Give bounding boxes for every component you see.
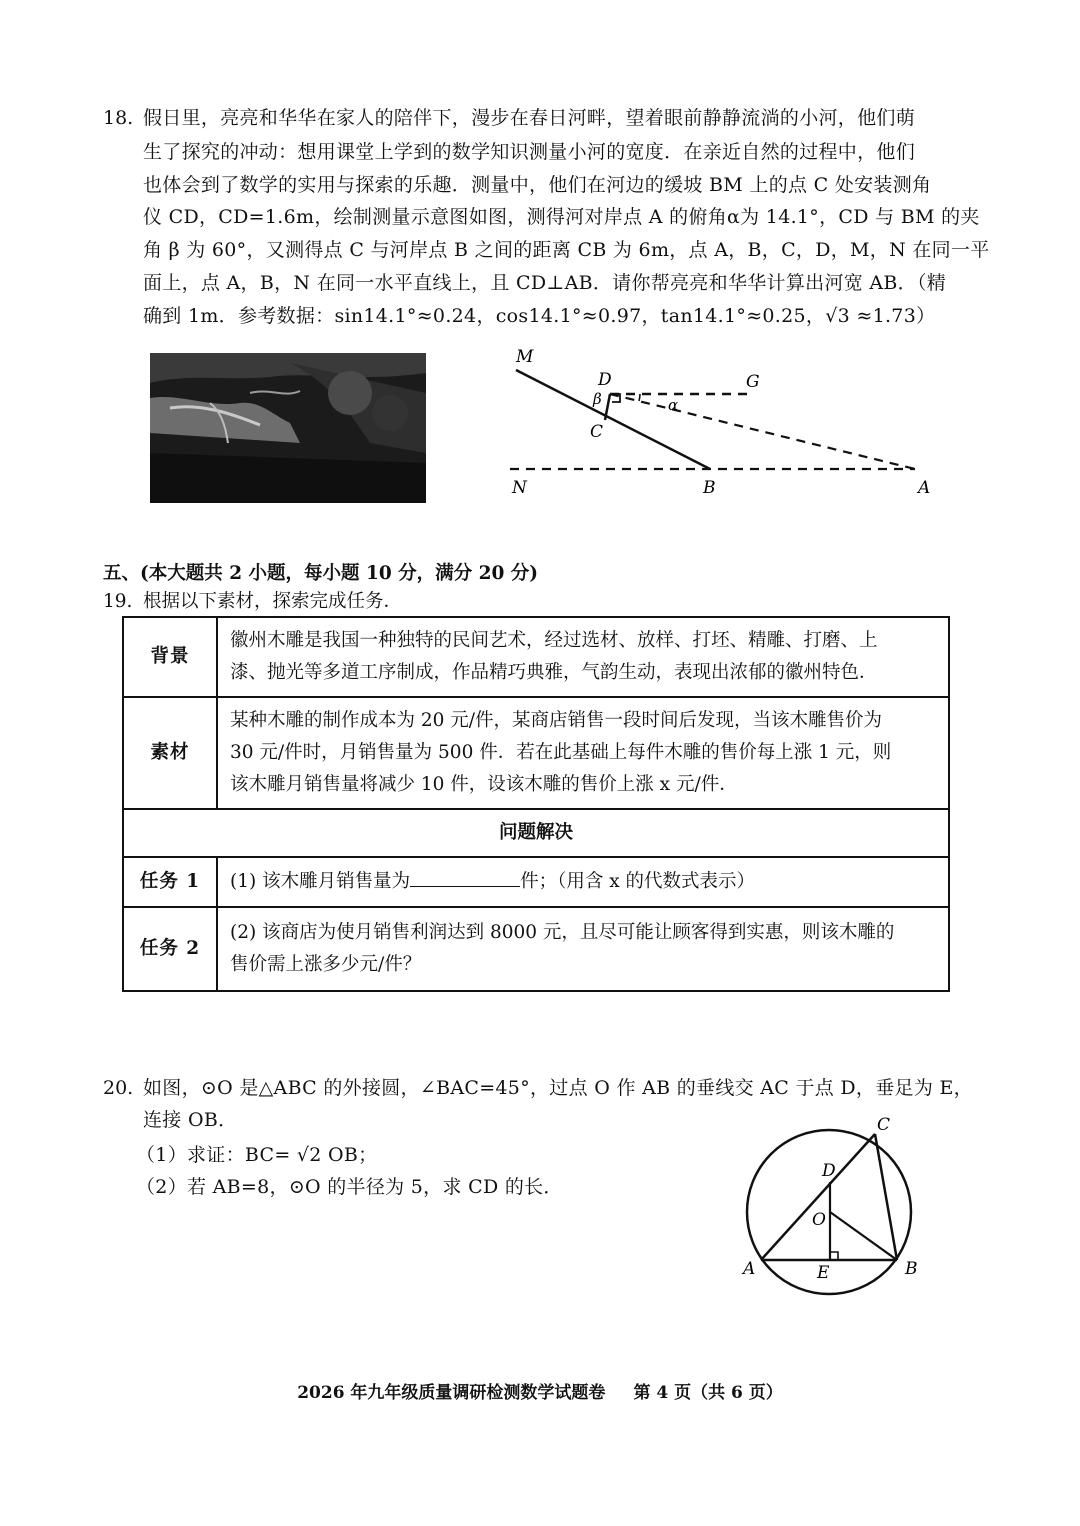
material-line-3: 该木雕月销售量将减少 10 件，设该木雕的售价上涨 x 元/件．: [230, 774, 738, 795]
task2-line-1: (2) 该商店为使月销售利润达到 8000 元，且尽可能让顾客得到实惠，则该木雕的: [230, 922, 895, 943]
alpha-arc: [639, 394, 640, 401]
label-d: D: [598, 370, 612, 390]
q18-line-4: 仪 CD，CD=1.6m，绘制测量示意图如图，测得河对岸点 A 的俯角α为 14.1°，CD 与 BM 的夹: [143, 206, 980, 228]
q20-part-1: （1）求证：BC= √2 OB；: [136, 1144, 378, 1166]
q20-line-1: 如图，⊙O 是△ABC 的外接圆，∠BAC=45°，过点 O 作 AB 的垂线交 AC 于点 D，垂足为 E，: [143, 1077, 973, 1099]
label-b: B: [703, 478, 716, 498]
task1-text-before: (1) 该木雕月销售量为: [230, 871, 411, 892]
label-n: N: [512, 478, 527, 498]
q18-line-5: 角 β 为 60°，又测得点 C 与河岸点 B 之间的距离 CB 为 6m，点 A，B，C，D，M，N 在同一平: [143, 239, 990, 261]
task2-line-2: 售价需上涨多少元/件？: [230, 954, 422, 975]
label-m: M: [516, 347, 534, 367]
label-e: E: [817, 1263, 830, 1283]
segment-ob: [830, 1212, 897, 1260]
footer-title: 2026 年九年级质量调研检测数学试题卷: [297, 1383, 606, 1403]
task1-label: 任务 1: [123, 857, 217, 907]
background-label: 背景: [123, 617, 217, 697]
river-photo: [150, 353, 426, 503]
q20-circle-diagram: [735, 1112, 935, 1312]
slope-line-bm: [516, 370, 710, 469]
q18-line-7: 确到 1m．参考数据：sin14.1°≈0.24，cos14.1°≈0.97，tan14.1°≈0.25，√3 ≈1.73）: [143, 305, 936, 327]
q20-part-2: （2）若 AB=8，⊙O 的半径为 5，求 CD 的长．: [136, 1176, 563, 1198]
task1-text-after: 件；（用含 x 的代数式表示）: [520, 871, 756, 892]
label-o: O: [812, 1210, 826, 1230]
background-cell: [217, 617, 949, 697]
label-c: C: [877, 1115, 891, 1135]
label-beta: β: [593, 390, 602, 408]
q20-line-2: 连接 OB．: [143, 1109, 238, 1131]
q19-task-table: [122, 616, 950, 992]
label-c: C: [590, 422, 604, 442]
footer-page-number: 第 4 页（共 6 页）: [633, 1383, 783, 1403]
q18-line-2: 生了探究的冲动：想用课堂上学到的数学知识测量小河的宽度．在亲近自然的过程中，他们: [143, 141, 916, 163]
page-footer: [0, 1378, 1080, 1403]
task2-cell: [217, 907, 949, 991]
material-label: 素材: [123, 697, 217, 809]
q19-intro: 根据以下素材，探索完成任务．: [143, 591, 403, 612]
label-alpha: α: [668, 396, 679, 414]
q18-diagram: [500, 340, 950, 510]
label-d: D: [822, 1161, 836, 1181]
material-cell: [217, 697, 949, 809]
material-line-2: 30 元/件时，月销售量为 500 件．若在此基础上每件木雕的售价每上涨 1 元，则: [230, 742, 892, 763]
problem-header: 问题解决: [123, 809, 949, 857]
q18-line-1: 假日里，亮亮和华华在家人的陪伴下，漫步在春日河畔，望着眼前静静流淌的小河，他们萌: [143, 107, 916, 129]
q20-number: 20.: [103, 1077, 134, 1099]
label-g: G: [746, 372, 760, 392]
section-5-heading: 五、(本大题共 2 小题，每小题 10 分，满分 20 分): [103, 563, 539, 584]
label-a: A: [743, 1259, 756, 1279]
task2-label: 任务 2: [123, 907, 217, 991]
label-a: A: [918, 478, 931, 498]
q18-number: 18.: [103, 107, 134, 129]
background-line-1: 徽州木雕是我国一种独特的民间艺术，经过选材、放样、打坯、精雕、打磨、上: [230, 630, 878, 651]
task1-answer-blank[interactable]: [410, 866, 520, 887]
q19-number: 19.: [103, 591, 133, 612]
sight-line-da: [610, 394, 915, 469]
segment-ac: [761, 1134, 875, 1260]
task1-cell: [217, 857, 949, 907]
q18-line-3: 也体会到了数学的实用与探索的乐趣．测量中，他们在河边的缓坡 BM 上的点 C 处安装测角: [143, 174, 932, 196]
material-line-1: 某种木雕的制作成本为 20 元/件，某商店销售一段时间后发现，当该木雕售价为: [230, 710, 883, 731]
label-b: B: [905, 1259, 918, 1279]
q18-line-6: 面上，点 A，B，N 在同一水平直线上，且 CD⊥AB．请你帮亮亮和华华计算出河宽 AB．（精: [143, 272, 947, 294]
background-line-2: 漆、抛光等多道工序制成，作品精巧典雅，气韵生动，表现出浓郁的徽州特色．: [230, 662, 878, 683]
